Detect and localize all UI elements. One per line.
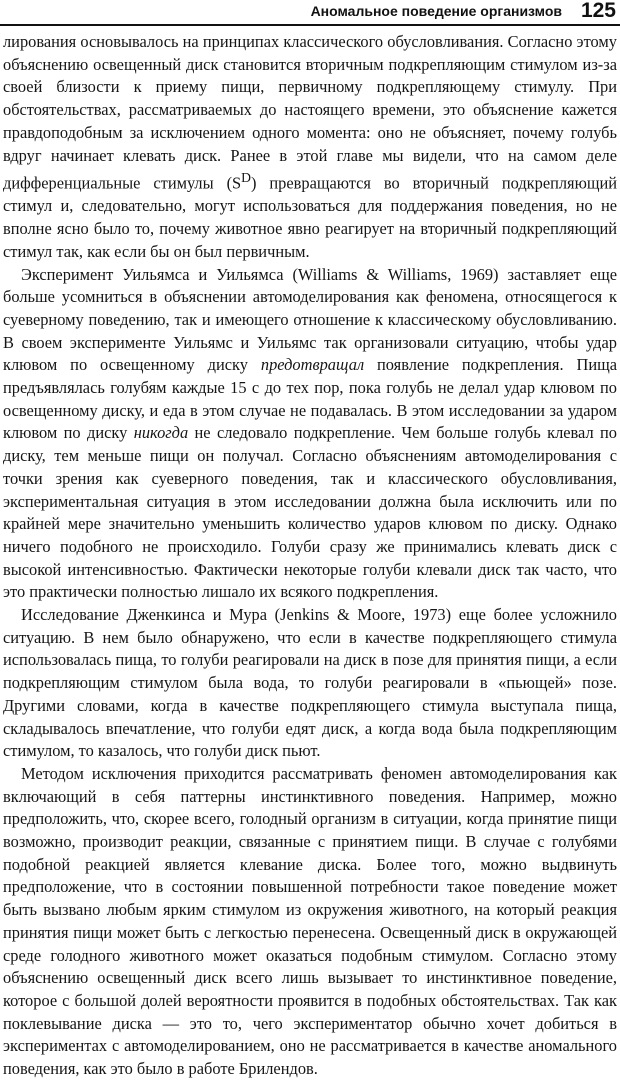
paragraph-continuation — [3, 31, 617, 264]
text-run: лирования основывалось на принципах классического обусловливания. Согласно этому объяснению освещенный диск становится вторичным подкрепляющим стимулом из-за своей близости к приему пищи, первичному подкрепляющему стимулу. При обстоятельствах, рассматриваемых до настоящего времени, это объяснение кажется правдоподобным за исключением одного момента: оно не объясняет, почему голубь вдруг начинает клевать диск. Ранее в этой главе мы видели, что на самом деле дифференциальные стимулы (S — [3, 32, 617, 193]
header-divider — [0, 24, 620, 26]
running-header-title: Аномальное поведение организмов — [310, 3, 562, 19]
text-run: не следовало подкрепление. Чем больше голубь клевал по диску, тем меньше пищи он получал. Согласно объяснениям автомоделирования с точки зрения как суеверного поведения, так и классического обусловливания, экспериментальная ситуация в этом исследовании должна была исключить или по крайней мере значительно уменьшить количество ударов клювом по диску. Однако ничего подобного не происходило. Голуби сразу же принимались клевать диск с высокой интенсивностью. Фактически некоторые голуби клевали диск так часто, что это практически полностью лишало их всякого подкрепления. — [3, 423, 617, 602]
emphasized-text: предотвращал — [260, 355, 365, 375]
paragraph-instinctive-behavior — [3, 763, 617, 1081]
superscript-text: D — [241, 170, 252, 186]
body-text — [3, 31, 617, 1081]
running-header — [0, 0, 620, 28]
text-run: ) превращаются во вторичный подкрепляющий стимул и, следовательно, могут использоваться для поддержания поведения, но не вполне ясно было то, почему животное явно реагирует на вторичный подкрепляющий стимул так, как если бы он был первичным. — [3, 173, 617, 261]
text-run: Эксперимент Уильямса и Уильямса (Williams & Williams, 1969) заставляет еще больше усомниться в объяснении автомоделирования как феномена, относящегося к суеверному поведению, так и имеющего отношение к классическому обусловливанию. В своем эксперименте Уильямс и Уильямс так организовали ситуацию, чтобы удар клювом по освещенному диску — [3, 264, 617, 375]
text-run: Исследование Дженкинса и Мура (Jenkins & Moore, 1973) еще более усложнило ситуацию. В нем было обнаружено, что если в качестве подкрепляющего стимула использовалась пища, то голуби реагировали на диск в позе для принятия пищи, а если подкрепляющим стимулом была вода, то голуби реагировали в «пьющей» позе. Другими словами, когда в качестве подкрепляющего стимула выступала пища, складывалось впечатление, что голуби едят диск, а когда вода была подкрепляющим стимулом, то казалось, что голуби диск пьют. — [3, 605, 617, 761]
paragraph-jenkins-moore-study — [3, 604, 617, 763]
page-number: 125 — [580, 0, 616, 22]
text-run: Методом исключения приходится рассматривать феномен автомоделирования как включающий в себя паттерны инстинктивного поведения. Например, можно предположить, что, скорее всего, голодный организм в ситуации, когда принятие пищи возможно, производит реакции, связанные с принятием пищи. В случае с голубями подобной реакцией является клевание диска. Более того, можно выдвинуть предположение, что в состоянии повышенной потребности такое поведение может быть вызвано любым ярким стимулом из окружения животного, на который реакция принятия пищи может быть с легкостью перенесена. Освещенный диск в окружающей среде голодного животного может оказаться подобным стимулом. Согласно этому объяснению освещенный диск всего лишь вызывает то инстинктивное поведение, которое с большой долей вероятности проявится в подобных обстоятельствах. Так как поклевывание диска — это то, чего экспериментатор обычно хочет добиться в экспериментах с автомоделированием, оно не рассматривается в качестве аномального поведения, как это было в работе Брилендов. — [3, 763, 617, 1079]
text-run: появление подкрепления. Пища предъявлялась голубям каждые 15 с до тех пор, пока голубь не делал удар клювом по освещенному диску, и еда в этом случае не подавалась. В этом исследовании за ударом клювом по диску — [3, 355, 617, 443]
emphasized-text: никогда — [133, 423, 189, 443]
paragraph-williams-experiment — [3, 264, 617, 605]
